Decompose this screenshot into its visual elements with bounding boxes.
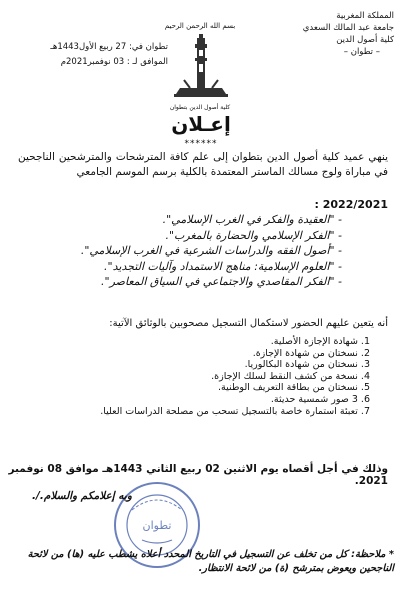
hijri-date: تطوان في: 27 ربيع الأول1443هـ [50, 42, 168, 52]
university-line: جامعة عبد المالك السعدي [302, 23, 394, 33]
documents-intro: أنه يتعين عليهم الحضور لاستكمال التسجيل مصحوبين بالوثائق الآتية: [109, 318, 388, 329]
institution-header [274, 10, 394, 58]
basmala: بسم الله الرحمن الرحيم [164, 22, 236, 30]
document-item: 1. شهادة الإجازة الأصلية. [270, 336, 370, 347]
kingdom-line: المملكة المغربية [336, 11, 394, 21]
document-item: 5. نسختان من بطاقة التعريف الوطنية. [218, 382, 370, 394]
stamp-text: تطوان [142, 519, 172, 532]
logo-caption: كلية أصول الدين بتطوان [169, 104, 231, 111]
academic-year: 2022/2021 : [314, 198, 388, 211]
master-programs-list [42, 212, 342, 290]
document-item: 4. نسخة من كشف النقط لسلك الإجازة. [211, 370, 370, 382]
announcement-title: إعـلان [171, 112, 231, 136]
program-item: - "الفكر الإسلامي والحضارة بالمغرب". [165, 228, 342, 242]
intro-paragraph: ينهي عميد كلية أصول الدين بتطوان إلى علم كافة المترشحات والمترشحين الناجحين في مباراة ولوج مسالك الماستر المعتمدة بالكلية برسم الموسم الجامعي [18, 151, 388, 178]
city-line: – تطوان – [343, 47, 380, 57]
deadline-paragraph: وذلك في أجل أقصاه يوم الاثنين 02 ربيع الثاني 1443هـ موافق 08 نوفمبر 2021. [8, 463, 388, 487]
documents-list [90, 336, 370, 417]
program-item: - "العقيدة والفكر في الغرب الإسلامي". [162, 213, 342, 226]
date-header [18, 40, 168, 70]
footnote: * ملاحظة: كل من تخلف عن التسجيل في التاريخ المحدد أعلاه يشطب عليه (ها) من لائحة الناجحين ويعوض بمترشح (ة) من لائحة الانتظار. [27, 549, 394, 574]
faculty-line: كلية أصول الدين [336, 35, 394, 45]
gregorian-date: الموافق لـ : 03 نوفمبر2021م [60, 57, 168, 67]
document-item: 6. 3 صور شمسية حديثة. [270, 393, 370, 405]
document-item: 3. نسختان من شهادة البكالوريا. [244, 359, 370, 371]
closing-line: وبه إعلامكم والسلام./. [32, 490, 132, 502]
program-item: - "أصول الفقه والدراسات الشرعية في الغرب الإسلامي". [80, 244, 342, 257]
program-item: - "العلوم الإسلامية: مناهج الاستمداد وآليات التجديد". [104, 259, 342, 273]
stars-divider: ****** [184, 139, 218, 149]
program-item: - "الفكر المقاصدي والاجتماعي في السياق المعاصر". [101, 275, 342, 288]
faculty-logo-icon [168, 32, 234, 104]
document-item: 7. تعبئة استمارة خاصة بالتسجيل تسحب من مصلحة الدراسات العليا. [100, 405, 370, 417]
document-item: 2. نسختان من شهادة الإجازة. [252, 347, 370, 359]
